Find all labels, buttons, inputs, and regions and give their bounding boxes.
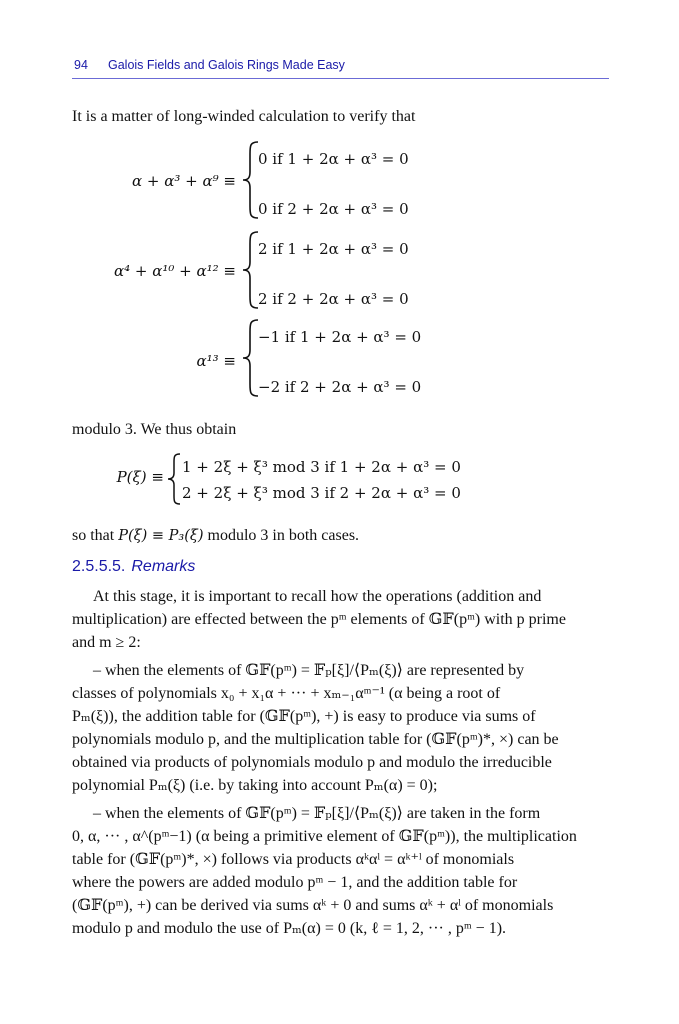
left-brace-icon	[166, 452, 182, 506]
equation-2-case-1: 2 if 1 + 2α + α³ = 0	[258, 240, 409, 258]
text-line: multiplication) are effected between the pᵐ elements of 𝔾𝔽(pᵐ) with p prime	[72, 611, 566, 628]
equation-3-case-2: −2 if 2 + 2α + α³ = 0	[258, 378, 422, 396]
equation-1-case-2: 0 if 2 + 2α + α³ = 0	[258, 200, 409, 218]
text-line: 0, α, ··· , α^(pᵐ−1) (α being a primitive element of 𝔾𝔽(pᵐ)), the multiplication	[72, 828, 577, 845]
section-title: Remarks	[131, 558, 196, 575]
text-line: At this stage, it is important to recall how the operations (addition and	[93, 588, 542, 605]
text-line: and m ≥ 2:	[72, 634, 141, 651]
equation-3-case-1: −1 if 1 + 2α + α³ = 0	[258, 328, 422, 346]
equation-4-lhs: P(ξ) ≡	[116, 468, 164, 486]
text-line: polynomial Pₘ(ξ) (i.e. by taking into account Pₘ(α) = 0);	[72, 777, 438, 794]
so-that-sentence	[72, 524, 609, 548]
equation-1-case-1: 0 if 1 + 2α + α³ = 0	[258, 150, 409, 168]
so-that-math: P(ξ) ≡ P₃(ξ)	[118, 528, 204, 544]
running-header	[72, 58, 609, 79]
text-line: table for (𝔾𝔽(pᵐ)*, ×) follows via products αᵏαˡ = αᵏ⁺ˡ of monomials	[72, 851, 515, 868]
text-line: – when the elements of 𝔾𝔽(pᵐ) = 𝔽ₚ[ξ]/⟨Pₘ(ξ)⟩ are represented by	[93, 662, 525, 679]
equation-3-lhs: α¹³ ≡	[196, 352, 236, 370]
text-line: Pₘ(ξ)), the addition table for (𝔾𝔽(pᵐ), +) is easy to produce via sums of	[72, 708, 536, 725]
so-that-suffix: modulo 3 in both cases.	[207, 527, 360, 544]
equation-1-lhs: α + α³ + α⁹ ≡	[132, 172, 236, 190]
intro-sentence: It is a matter of long-winded calculation to verify that	[72, 108, 416, 125]
so-that-prefix: so that	[72, 527, 115, 544]
equation-2-case-2: 2 if 2 + 2α + α³ = 0	[258, 290, 409, 308]
section-number: 2.5.5.5.	[72, 558, 126, 575]
equation-2-lhs: α⁴ + α¹⁰ + α¹² ≡	[114, 262, 236, 280]
equation-4-case-2: 2 + 2ξ + ξ³ mod 3 if 2 + 2α + α³ = 0	[182, 484, 461, 502]
section-heading	[72, 558, 195, 576]
text-line: modulo p and modulo the use of Pₘ(α) = 0 (k, ℓ = 1, 2, ··· , pᵐ − 1).	[72, 920, 507, 937]
page-number: 94	[74, 58, 88, 72]
text-line: where the powers are added modulo pᵐ − 1, and the addition table for	[72, 874, 518, 891]
text-line: classes of polynomials x₀ + x₁α + ··· + xₘ₋₁αᵐ⁻¹ (α being a root of	[72, 685, 501, 702]
modulo-sentence: modulo 3. We thus obtain	[72, 421, 237, 438]
text-line: (𝔾𝔽(pᵐ), +) can be derived via sums αᵏ + 0 and sums αᵏ + αˡ of monomials	[72, 897, 554, 914]
text-line: obtained via products of polynomials modulo p and modulo the irreducible	[72, 754, 552, 771]
equation-4-case-1: 1 + 2ξ + ξ³ mod 3 if 1 + 2α + α³ = 0	[182, 458, 461, 476]
text-line: – when the elements of 𝔾𝔽(pᵐ) = 𝔽ₚ[ξ]/⟨Pₘ(ξ)⟩ are taken in the form	[93, 805, 541, 822]
text-line: polynomials modulo p, and the multiplication table for (𝔾𝔽(pᵐ)*, ×) can be	[72, 731, 559, 748]
running-title: Galois Fields and Galois Rings Made Easy	[108, 58, 345, 72]
